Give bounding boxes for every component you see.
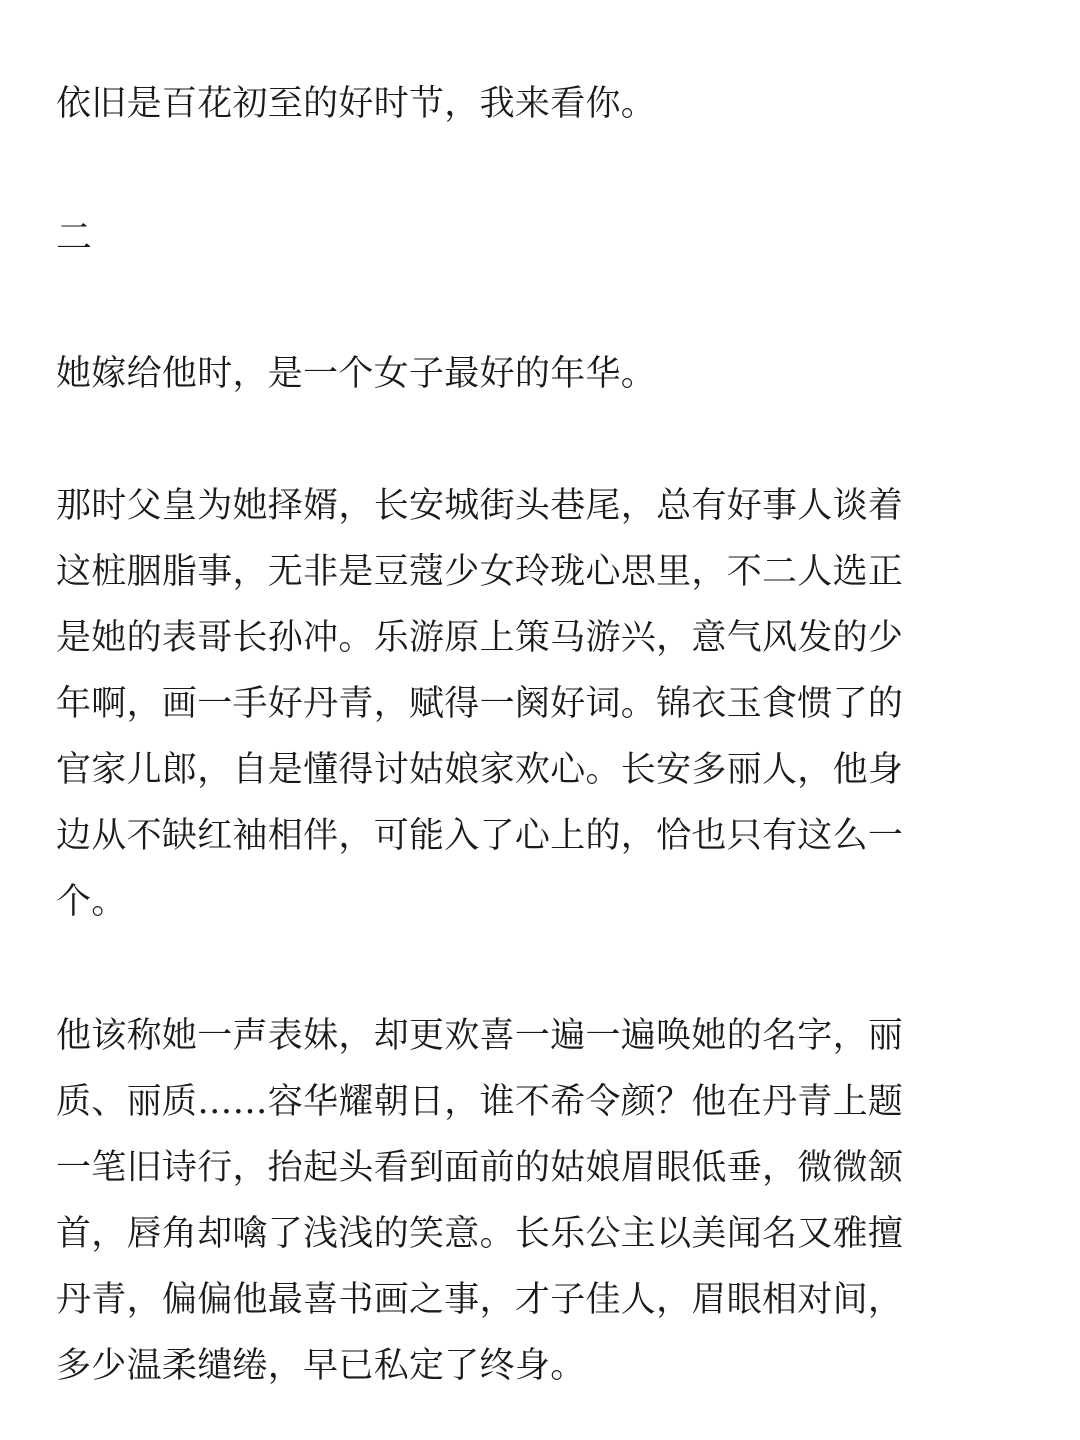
paragraph-line: 边从不缺红袖相伴，可能入了心上的，恰也只有这么一 [56,816,904,856]
paragraph-line: 那时父皇为她择婿，长安城街头巷尾，总有好事人谈着 [56,486,904,526]
paragraph-line: 官家儿郎，自是懂得讨姑娘家欢心。长安多丽人，他身 [56,750,904,790]
paragraph-line: 个。 [56,882,127,922]
paragraph-line: 首，唇角却噙了浅浅的笑意。长乐公主以美闻名又雅擅 [56,1214,904,1254]
paragraph-line: 一笔旧诗行，抬起头看到面前的姑娘眉眼低垂，微微颔 [56,1148,904,1188]
section-heading: 二 [56,217,93,258]
paragraph-line: 她嫁给他时，是一个女子最好的年华。 [56,354,657,394]
paragraph-line: 丹青，偏偏他最喜书画之事，才子佳人，眉眼相对间， [56,1280,904,1320]
paragraph-line: 多少温柔缱绻，早已私定了终身。 [56,1346,586,1386]
paragraph-line: 质、丽质……容华耀朝日，谁不希令颜？他在丹青上题 [56,1082,904,1122]
paragraph-line: 这桩胭脂事，无非是豆蔻少女玲珑心思里，不二人选正 [56,552,904,592]
paragraph-line: 年啊，画一手好丹青，赋得一阕好词。锦衣玉食惯了的 [56,684,904,724]
article-page [56,0,1016,1440]
paragraph-line: 是她的表哥长孙冲。乐游原上策马游兴，意气风发的少 [56,618,904,658]
paragraph-line: 依旧是百花初至的好时节，我来看你。 [56,84,657,124]
paragraph-line: 他该称她一声表妹，却更欢喜一遍一遍唤她的名字，丽 [56,1016,904,1056]
